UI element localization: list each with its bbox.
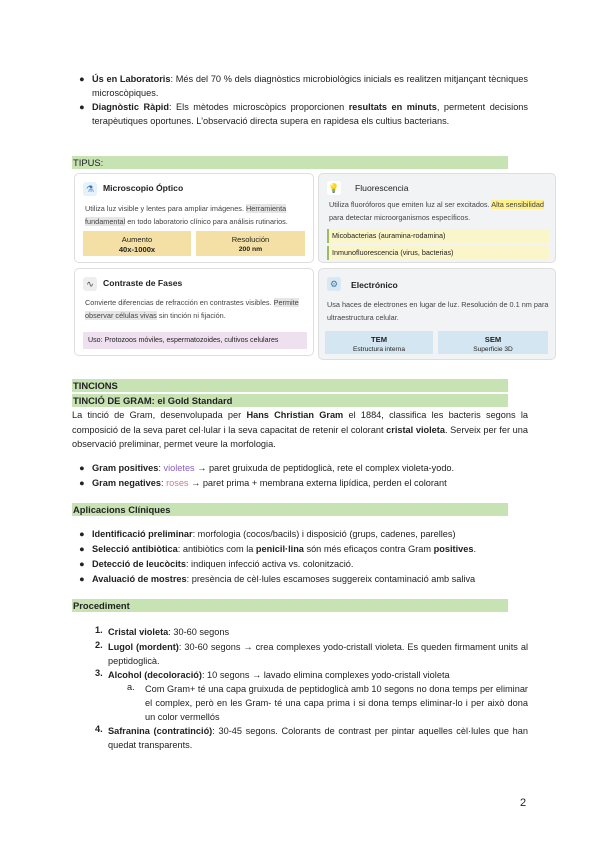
card-title: Fluorescencia — [355, 183, 409, 193]
bullet-gram-negatives: ● Gram negatives: roses → paret prima + membrana externa lipídica, perden el colorant — [79, 478, 447, 488]
card-title: Contraste de Fases — [103, 278, 183, 288]
rose-word: roses — [166, 478, 189, 488]
card-description: Convierte diferencias de refracción en contrastes visibles. Permite observar células vivas sin tinción ni fijación. — [85, 298, 299, 320]
card-contraste-fases — [74, 268, 314, 356]
card-electronico — [318, 268, 556, 360]
card-title: Electrónico — [351, 280, 398, 290]
sem-box — [438, 331, 548, 354]
bullet-dot: ● — [79, 478, 85, 488]
bullet-text: : Més del 70 % dels diagnòstics microbiològics inicials es realitzen mitjançant tècniques microscòpiques. — [92, 74, 528, 98]
tincions-header: TINCIONS — [72, 379, 508, 392]
bullet-dot: ● — [79, 574, 85, 584]
box-value: 200 nm — [238, 246, 263, 253]
card-title: Microscopio Óptico — [103, 183, 184, 193]
box-label: SEM — [484, 335, 502, 344]
page-number: 2 — [520, 797, 527, 809]
card-description: Utiliza luz visible y lentes para ampliar imágenes. Herramienta fundamental en todo laboratorio clínico para análisis rutinarios. — [85, 204, 288, 226]
step-2: Lugol (mordent): 30-60 segons → crea complexes yodo-cristall violeta. Es queden firmament units al peptidoglicà. — [108, 642, 528, 666]
substep-letter: a. — [127, 682, 135, 692]
gear-icon: ⚙ — [327, 277, 341, 291]
box-label: Aumento — [121, 235, 153, 244]
bullet-aplicacio: ● Detecció de leucòcits: indiquen infecció activa vs. colonització. — [79, 559, 354, 569]
bullet-diagnostic-rapid — [79, 100, 529, 128]
bullet-term: Avaluació de mostres — [92, 574, 187, 584]
procediment-header: Procediment — [72, 599, 508, 612]
resolucion-box — [196, 231, 305, 256]
box-label: Resolución — [231, 235, 270, 244]
violet-word: violetes — [163, 463, 195, 473]
bullet-dot: ● — [79, 529, 85, 539]
box-value: 40x-1000x — [118, 245, 156, 254]
bullet-dot: ● — [79, 102, 85, 112]
card-description: Utiliza fluoróforos que emiten luz al ser excitados. Alta sensibilidad para detectar microorganismos específicos. — [329, 200, 544, 222]
step-4: Safranina (contratinció): 30-45 segons. Colorants de contrast per pintar aquelles cèl·lules que han quedat transparents. — [108, 726, 528, 750]
bullet-dot: ● — [79, 463, 85, 473]
box-value: Superficie 3D — [473, 346, 513, 353]
card-description: Usa haces de electrones en lugar de luz. Resolución de 0.1 nm para ultraestructura celular. — [327, 300, 549, 322]
step-number: 4. — [95, 724, 103, 734]
box-label: TEM — [370, 335, 388, 344]
step-number: 3. — [95, 668, 103, 678]
substep-a: Com Gram+ té una capa gruixuda de peptidoglicà amb 10 segons no dona temps per eliminar el complex, però en les Gram- té una capa prima i si dona temps eliminar-lo i per això dona un color vermellós — [145, 684, 528, 722]
bullet-dot: ● — [79, 544, 85, 554]
bullet-aplicacio: ● Avaluació de mostres: presència de cèl·lules escamoses suggereix contaminació amb saliva — [79, 574, 476, 584]
bullet-term: Identificació preliminar — [92, 529, 193, 539]
fluor-item: Inmunofluorescencia (virus, bacterias) — [327, 246, 549, 260]
card-fluorescencia — [318, 173, 556, 263]
bullet-term: Detecció de leucòcits — [92, 559, 186, 569]
tem-box — [325, 331, 433, 354]
wave-icon: ∿ — [83, 277, 97, 291]
bullet-aplicacio: ● Selecció antibiòtica: antibiòtics com la penicil·lina són més eficaços contra Gram positives. — [79, 544, 477, 554]
bullet-gram-positives: ● Gram positives: violetes → paret gruixuda de peptidoglicà, rete el complex violeta-yodo. — [79, 463, 455, 473]
card-microscopio-optico — [74, 173, 314, 263]
bullet-aplicacio: ● Identificació preliminar: morfologia (cocos/bacils) i disposició (grups, cadenes, parelles) — [79, 529, 456, 539]
bullet-term: Ús en Laboratoris — [92, 74, 171, 84]
box-value: Estructura interna — [352, 346, 406, 353]
gram-header: TINCIÓ DE GRAM: el Gold Standard — [72, 394, 508, 407]
microscope-icon: ⚗ — [83, 182, 97, 196]
bullet-term: Gram negatives — [92, 478, 161, 488]
step-3: Alcohol (decoloració): 10 segons → lavado elimina complexes yodo-cristall violeta — [108, 670, 450, 680]
fluor-item: Micobacterias (auramina-rodamina) — [327, 229, 549, 243]
lightbulb-icon: 💡 — [328, 183, 340, 193]
bullet-bold: resultats en minuts — [348, 102, 437, 112]
bullet-term: Gram positives — [92, 463, 159, 473]
bullet-text: : Els mètodes microscòpics proporcionen — [168, 102, 349, 112]
aumento-box — [83, 231, 191, 256]
bullet-dot: ● — [79, 74, 85, 84]
step-1: Cristal violeta: 30-60 segons — [108, 627, 230, 637]
aplicacions-header: Aplicacions Clíniques — [72, 503, 508, 516]
bullet-term: Diagnòstic Ràpid — [92, 102, 169, 112]
step-number: 2. — [95, 640, 103, 650]
bullet-dot: ● — [79, 559, 85, 569]
bullet-us-laboratoris — [79, 72, 528, 100]
tipus-header: TIPUS: — [72, 156, 508, 169]
step-number: 1. — [95, 625, 103, 635]
gram-paragraph: La tinció de Gram, desenvolupada per Hans Christian Gram el 1884, classifica les bacteris segons la composició de la seva paret cel·lular i la seva capacitat de retenir el colorant cristal violeta. Serveix per fer una observació preliminar, permet veure la morfologia. — [72, 410, 528, 450]
bullet-text: , permetent decisions terapèutiques oportunes. L'observació directa supera en rapidesa els cultius bacterians. — [92, 102, 529, 126]
bullet-term: Selecció antibiòtica — [92, 544, 178, 554]
uso-box: Uso: Protozoos móviles, espermatozoides, cultivos celulares — [83, 332, 307, 349]
